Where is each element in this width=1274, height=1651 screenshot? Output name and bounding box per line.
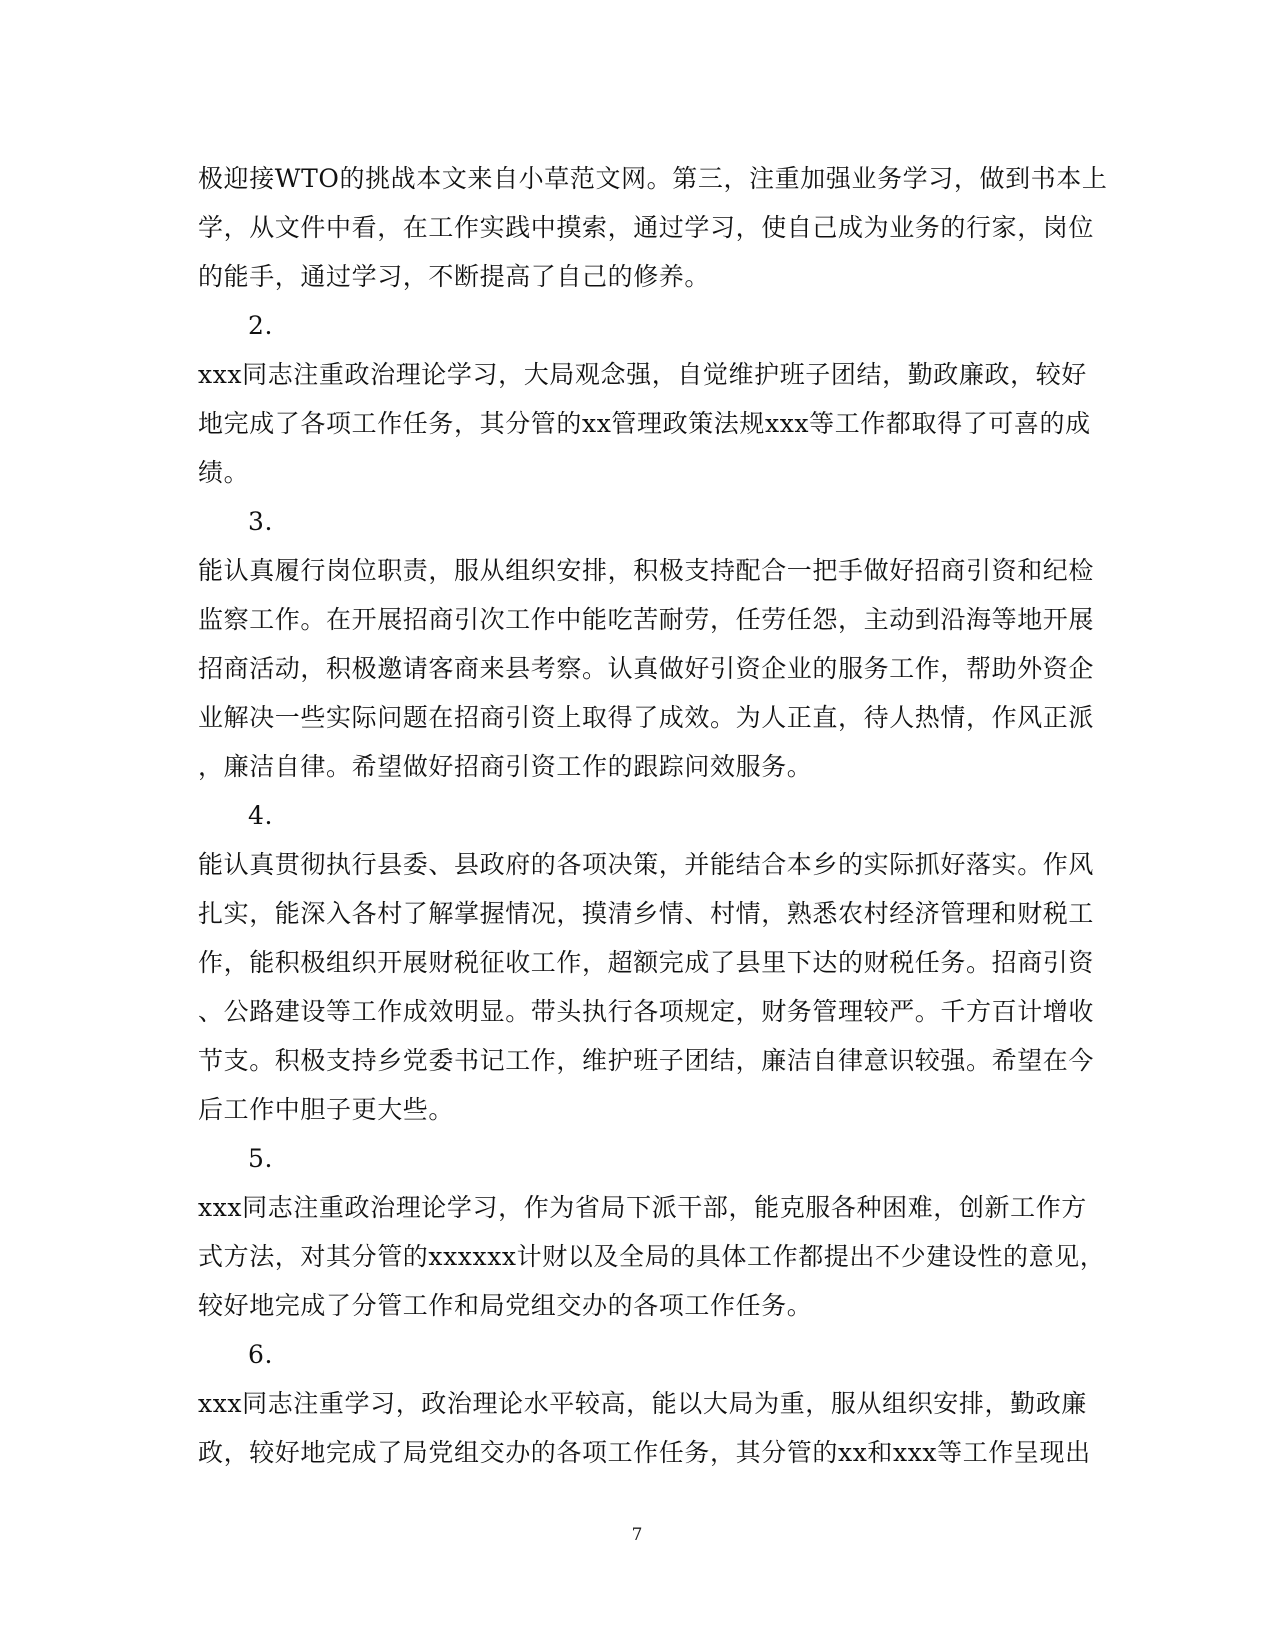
item-number: 6.	[248, 1340, 274, 1369]
text-line: 后工作中胆子更大些。	[198, 1095, 455, 1124]
text-line: 极迎接WTO的挑战本文来自小草范文网。第三，注重加强业务学习，做到书本上	[198, 164, 1108, 193]
text-line: 招商活动，积极邀请客商来县考察。认真做好引资企业的服务工作，帮助外资企	[198, 654, 1095, 683]
text-line: 、公路建设等工作成效明显。带头执行各项规定，财务管理较严。千方百计增收	[198, 997, 1095, 1026]
text-line: 较好地完成了分管工作和局党组交办的各项工作任务。	[198, 1291, 813, 1320]
text-line: xxx同志注重政治理论学习，大局观念强，自觉维护班子团结，勤政廉政，较好	[198, 360, 1087, 389]
text-line: 地完成了各项工作任务，其分管的xx管理政策法规xxx等工作都取得了可喜的成	[198, 409, 1091, 438]
text-line: 业解决一些实际问题在招商引资上取得了成效。为人正直，待人热情，作风正派	[198, 703, 1095, 732]
text-line: 能认真贯彻执行县委、县政府的各项决策，并能结合本乡的实际抓好落实。作风	[198, 850, 1095, 879]
text-line: 扎实，能深入各村了解掌握情况，摸清乡情、村情，熟悉农村经济管理和财税工	[198, 899, 1095, 928]
item-number: 5.	[248, 1144, 274, 1173]
text-line: xxx同志注重学习，政治理论水平较高，能以大局为重，服从组织安排，勤政廉	[198, 1389, 1087, 1418]
page-number: 7	[631, 1525, 643, 1545]
text-line: 节支。积极支持乡党委书记工作，维护班子团结，廉洁自律意识较强。希望在今	[198, 1046, 1095, 1075]
document-body	[198, 154, 1108, 1477]
item-number: 4.	[248, 801, 274, 830]
text-line: 学，从文件中看，在工作实践中摸索，通过学习，使自己成为业务的行家，岗位	[198, 213, 1095, 242]
text-line: 式方法，对其分管的xxxxxx计财以及全局的具体工作都提出不少建设性的意见，	[198, 1242, 1106, 1271]
item-number: 2.	[248, 311, 274, 340]
text-line: 监察工作。在开展招商引次工作中能吃苦耐劳，任劳任怨，主动到沿海等地开展	[198, 605, 1095, 634]
text-line: ，廉洁自律。希望做好招商引资工作的跟踪问效服务。	[198, 752, 813, 781]
text-line: 的能手，通过学习，不断提高了自己的修养。	[198, 262, 711, 291]
text-line: xxx同志注重政治理论学习，作为省局下派干部，能克服各种困难，创新工作方	[198, 1193, 1087, 1222]
text-line: 能认真履行岗位职责，服从组织安排，积极支持配合一把手做好招商引资和纪检	[198, 556, 1095, 585]
text-line: 作，能积极组织开展财税征收工作，超额完成了县里下达的财税任务。招商引资	[198, 948, 1095, 977]
text-line: 绩。	[198, 458, 250, 487]
item-number: 3.	[248, 507, 274, 536]
text-line: 政，较好地完成了局党组交办的各项工作任务，其分管的xx和xxx等工作呈现出	[198, 1438, 1091, 1467]
